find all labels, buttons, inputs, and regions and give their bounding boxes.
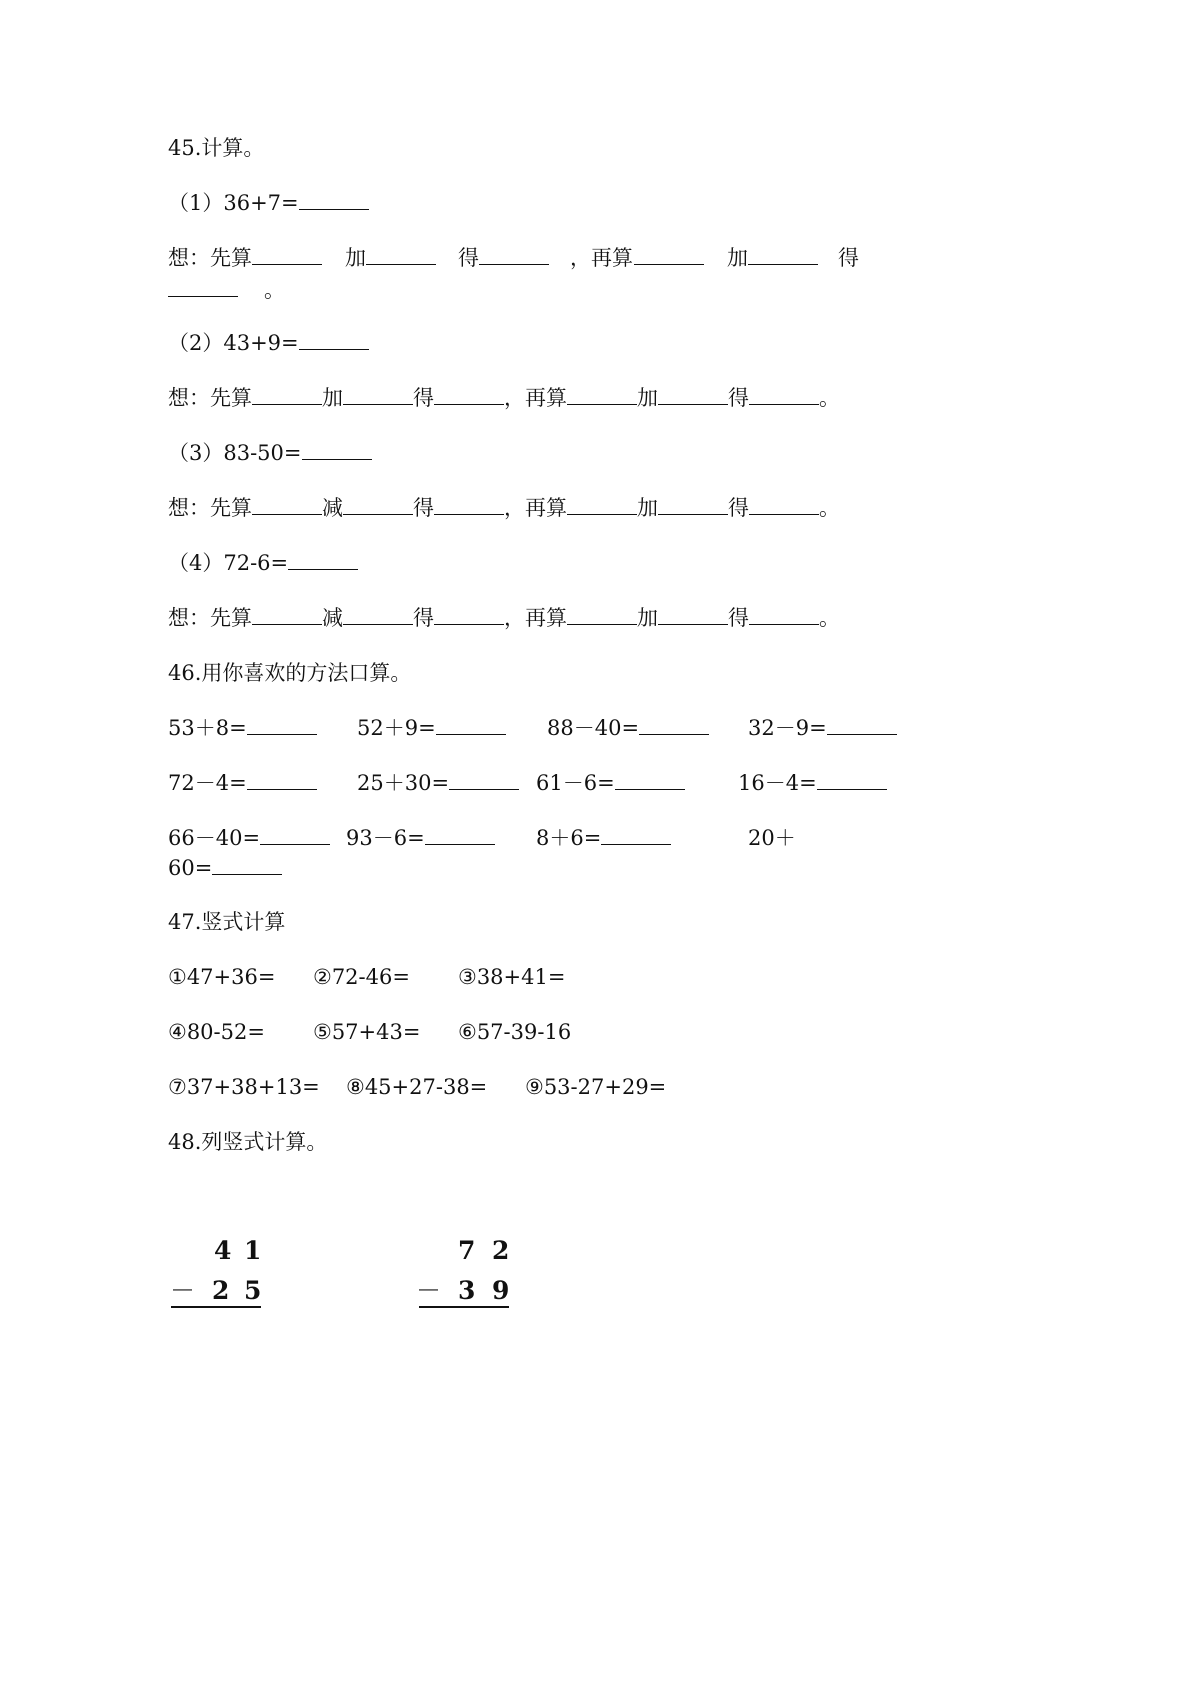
vertical-problem-1-top-tens: 4 [214, 1236, 232, 1265]
answer-blank[interactable] [425, 843, 495, 845]
answer-blank[interactable] [366, 248, 436, 269]
q45-item-1-word: 得 [458, 246, 479, 270]
q46-cell: 25＋30= [357, 773, 519, 794]
answer-blank[interactable] [749, 403, 819, 405]
q46-cell: 20＋ [748, 826, 796, 850]
answer-blank[interactable] [658, 623, 728, 625]
q47-item: ⑥57-39-16 [458, 1020, 572, 1044]
q45-item-3-label: （3）83-50= [168, 443, 372, 464]
answer-blank[interactable] [748, 248, 818, 269]
q47-item: ②72-46= [313, 965, 410, 989]
answer-blank[interactable] [434, 623, 504, 625]
q45-item-2-think: 想：先算 加 得 ，再算 加 得 。 [168, 386, 840, 410]
q46-cell-wrap: 60= [168, 858, 282, 879]
q45-item-1-label: （1）36+7= [168, 193, 369, 214]
vertical-problem-1-top-ones: 1 [244, 1236, 262, 1265]
q45-item-2-label: （2）43+9= [168, 333, 369, 354]
answer-blank[interactable] [252, 263, 322, 265]
q45-item-3-think: 想：先算 减 得 ，再算 加 得 。 [168, 496, 840, 520]
vertical-problem-2-rule [419, 1306, 509, 1308]
answer-blank[interactable] [449, 788, 519, 790]
answer-blank[interactable] [615, 788, 685, 790]
q46-cell: 53＋8= [168, 718, 317, 739]
q47-item: ⑦37+38+13= [168, 1075, 320, 1099]
answer-blank[interactable] [434, 513, 504, 515]
vertical-problem-2-bottom-ones: 9 [492, 1276, 510, 1305]
answer-blank[interactable] [639, 733, 709, 735]
answer-blank[interactable] [567, 403, 637, 405]
q48-title: 48.列竖式计算。 [168, 1130, 328, 1154]
q46-cell: 72－4= [168, 773, 317, 794]
vertical-problem-2-top-ones: 2 [492, 1236, 510, 1265]
q45-title: 45.计算。 [168, 136, 265, 160]
q45-item-1-think-line2: 。 [168, 280, 285, 301]
answer-blank[interactable] [299, 208, 369, 210]
q45-item-4-think: 想：先算 减 得 ，再算 加 得 。 [168, 606, 840, 630]
answer-blank[interactable] [567, 513, 637, 515]
answer-blank[interactable] [299, 348, 369, 350]
answer-blank[interactable] [343, 513, 413, 515]
answer-blank[interactable] [479, 248, 549, 269]
answer-blank[interactable] [247, 733, 317, 735]
answer-blank[interactable] [252, 403, 322, 405]
q45-item-4-label: （4）72-6= [168, 553, 358, 574]
q46-cell: 61－6= [536, 773, 685, 794]
q46-cell: 52＋9= [357, 718, 506, 739]
answer-blank[interactable] [260, 843, 330, 845]
answer-blank[interactable] [658, 513, 728, 515]
answer-blank[interactable] [749, 513, 819, 515]
vertical-problem-1-minus: － [170, 1276, 196, 1305]
answer-blank[interactable] [436, 733, 506, 735]
q46-cell: 32－9= [748, 718, 897, 739]
vertical-problem-1-rule [171, 1306, 261, 1308]
answer-blank[interactable] [749, 623, 819, 625]
answer-blank[interactable] [827, 733, 897, 735]
q46-cell: 93－6= [346, 828, 495, 849]
vertical-problem-1-bottom-tens: 2 [212, 1276, 230, 1305]
answer-blank[interactable] [343, 623, 413, 625]
answer-blank[interactable] [302, 458, 372, 460]
answer-blank[interactable] [168, 295, 238, 297]
answer-blank[interactable] [817, 788, 887, 790]
q45-item-1-word: ，再算 [570, 246, 633, 270]
q46-cell: 8＋6= [536, 828, 671, 849]
q47-title: 47.竖式计算 [168, 910, 286, 934]
q47-item: ⑤57+43= [313, 1020, 421, 1044]
answer-blank[interactable] [567, 623, 637, 625]
answer-blank[interactable] [288, 568, 358, 570]
answer-blank[interactable] [434, 403, 504, 405]
q46-cell: 66－40= [168, 828, 330, 849]
q46-cell: 16－4= [738, 773, 887, 794]
vertical-problem-1-bottom-ones: 5 [244, 1276, 262, 1305]
answer-blank[interactable] [247, 788, 317, 790]
q45-item-1-word: 加 [727, 246, 748, 270]
answer-blank[interactable] [212, 873, 282, 875]
q47-item: ⑨53-27+29= [525, 1075, 667, 1099]
vertical-problem-2-top-tens: 7 [458, 1236, 476, 1265]
answer-blank[interactable] [252, 513, 322, 515]
q45-item-1-word: 得 [838, 246, 859, 270]
answer-blank[interactable] [601, 843, 671, 845]
q47-item: ③38+41= [458, 965, 566, 989]
answer-blank[interactable] [658, 403, 728, 405]
answer-blank[interactable] [343, 403, 413, 405]
q46-cell: 88－40= [547, 718, 709, 739]
q47-item: ①47+36= [168, 965, 276, 989]
q47-item: ④80-52= [168, 1020, 265, 1044]
q45-item-1-word: 加 [345, 246, 366, 270]
answer-blank[interactable] [252, 623, 322, 625]
vertical-problem-2-bottom-tens: 3 [458, 1276, 476, 1305]
answer-blank[interactable] [634, 248, 704, 269]
vertical-problem-2-minus: － [416, 1276, 442, 1305]
q46-title: 46.用你喜欢的方法口算。 [168, 661, 412, 685]
q45-item-1-think-line1: 想：先算 [168, 248, 322, 269]
q47-item: ⑧45+27-38= [346, 1075, 488, 1099]
